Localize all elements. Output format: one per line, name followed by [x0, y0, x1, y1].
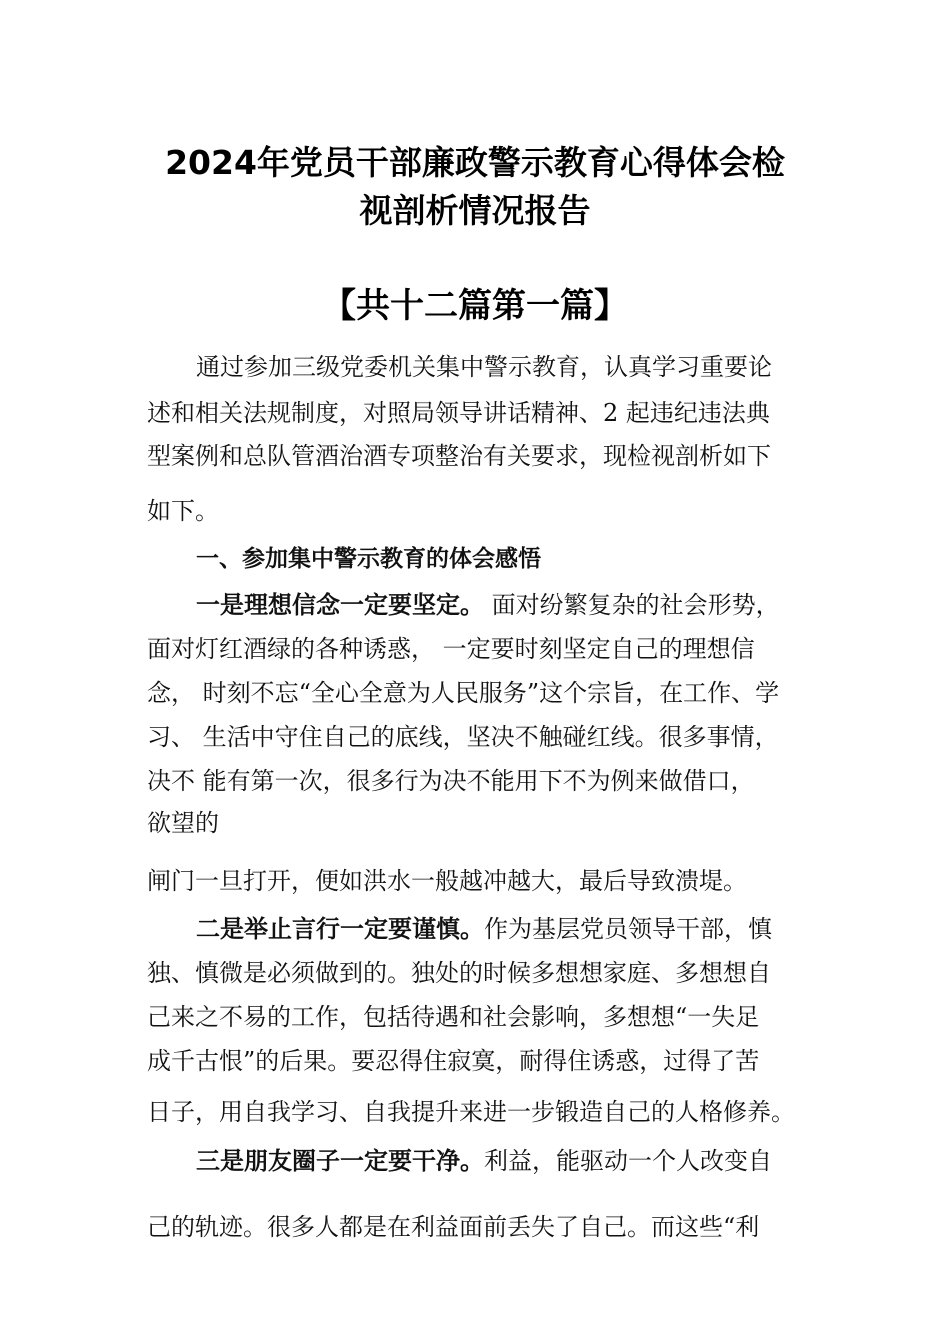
- document-subtitle: 【共十二篇第一篇】: [322, 286, 628, 326]
- point-1-line-4: 习、 生活中守住自己的底线，坚决不触碰红线。很多事情，: [147, 723, 779, 751]
- point-1-line-7: 闸门一旦打开，便如洪水一般越冲越大，最后导致溃堤。: [147, 867, 747, 895]
- intro-line-1: 通过参加三级党委机关集中警示教育，认真学习重要论: [196, 353, 772, 381]
- point-1-line-3: 念， 时刻不忘“全心全意为人民服务”这个宗旨，在工作、学: [147, 679, 780, 707]
- point-3-first-line: [196, 1146, 772, 1176]
- point-2-first-rest: 作为基层党员领导干部，慎: [484, 915, 772, 943]
- point-2-line-2: 独、慎微是必须做到的。独处的时候多想想家庭、多想想自: [147, 959, 771, 987]
- point-1-line-2: 面对灯红酒绿的各种诱惑， 一定要时刻坚定自己的理想信: [147, 635, 755, 663]
- document-title-line-2: 视剖析情况报告: [359, 191, 591, 230]
- point-2-lead: 二是举止言行一定要谨慎。: [196, 915, 484, 943]
- document-title-line-1: 2024年党员干部廉政警示教育心得体会检: [165, 143, 785, 182]
- point-2-first-line: [196, 914, 772, 944]
- intro-line-3: 型案例和总队管酒治酒专项整治有关要求，现检视剖析如下: [147, 442, 771, 470]
- point-1-line-6: 欲望的: [147, 809, 219, 837]
- point-3-lead: 三是朋友圈子一定要干净。: [196, 1147, 484, 1175]
- point-2-line-5: 日子，用自我学习、自我提升来进一步锻造自己的人格修养。: [147, 1098, 795, 1126]
- point-1-line-5: 决不 能有第一次，很多行为决不能用下不为例来做借口，: [147, 767, 755, 795]
- point-1-first-line: [196, 590, 780, 620]
- section-heading-1: 一、参加集中警示教育的体会感悟: [196, 546, 541, 572]
- point-2-line-3: 己来之不易的工作，包括待遇和社会影响，多想想“一失足: [147, 1003, 760, 1031]
- point-1-first-rest: 面对纷繁复杂的社会形势，: [484, 591, 780, 619]
- intro-line-4: 如下。: [147, 497, 219, 525]
- point-1-lead: 一是理想信念一定要坚定。: [196, 591, 484, 619]
- point-3-first-rest: 利益，能驱动一个人改变自: [484, 1147, 772, 1175]
- point-2-line-4: 成千古恨”的后果。要忍得住寂寞，耐得住诱惑，过得了苦: [147, 1047, 760, 1075]
- point-3-line-2: 己的轨迹。很多人都是在利益面前丢失了自己。而这些“利: [147, 1213, 760, 1241]
- intro-line-2: 述和相关法规制度，对照局领导讲话精神、2 起违纪违法典: [147, 399, 770, 427]
